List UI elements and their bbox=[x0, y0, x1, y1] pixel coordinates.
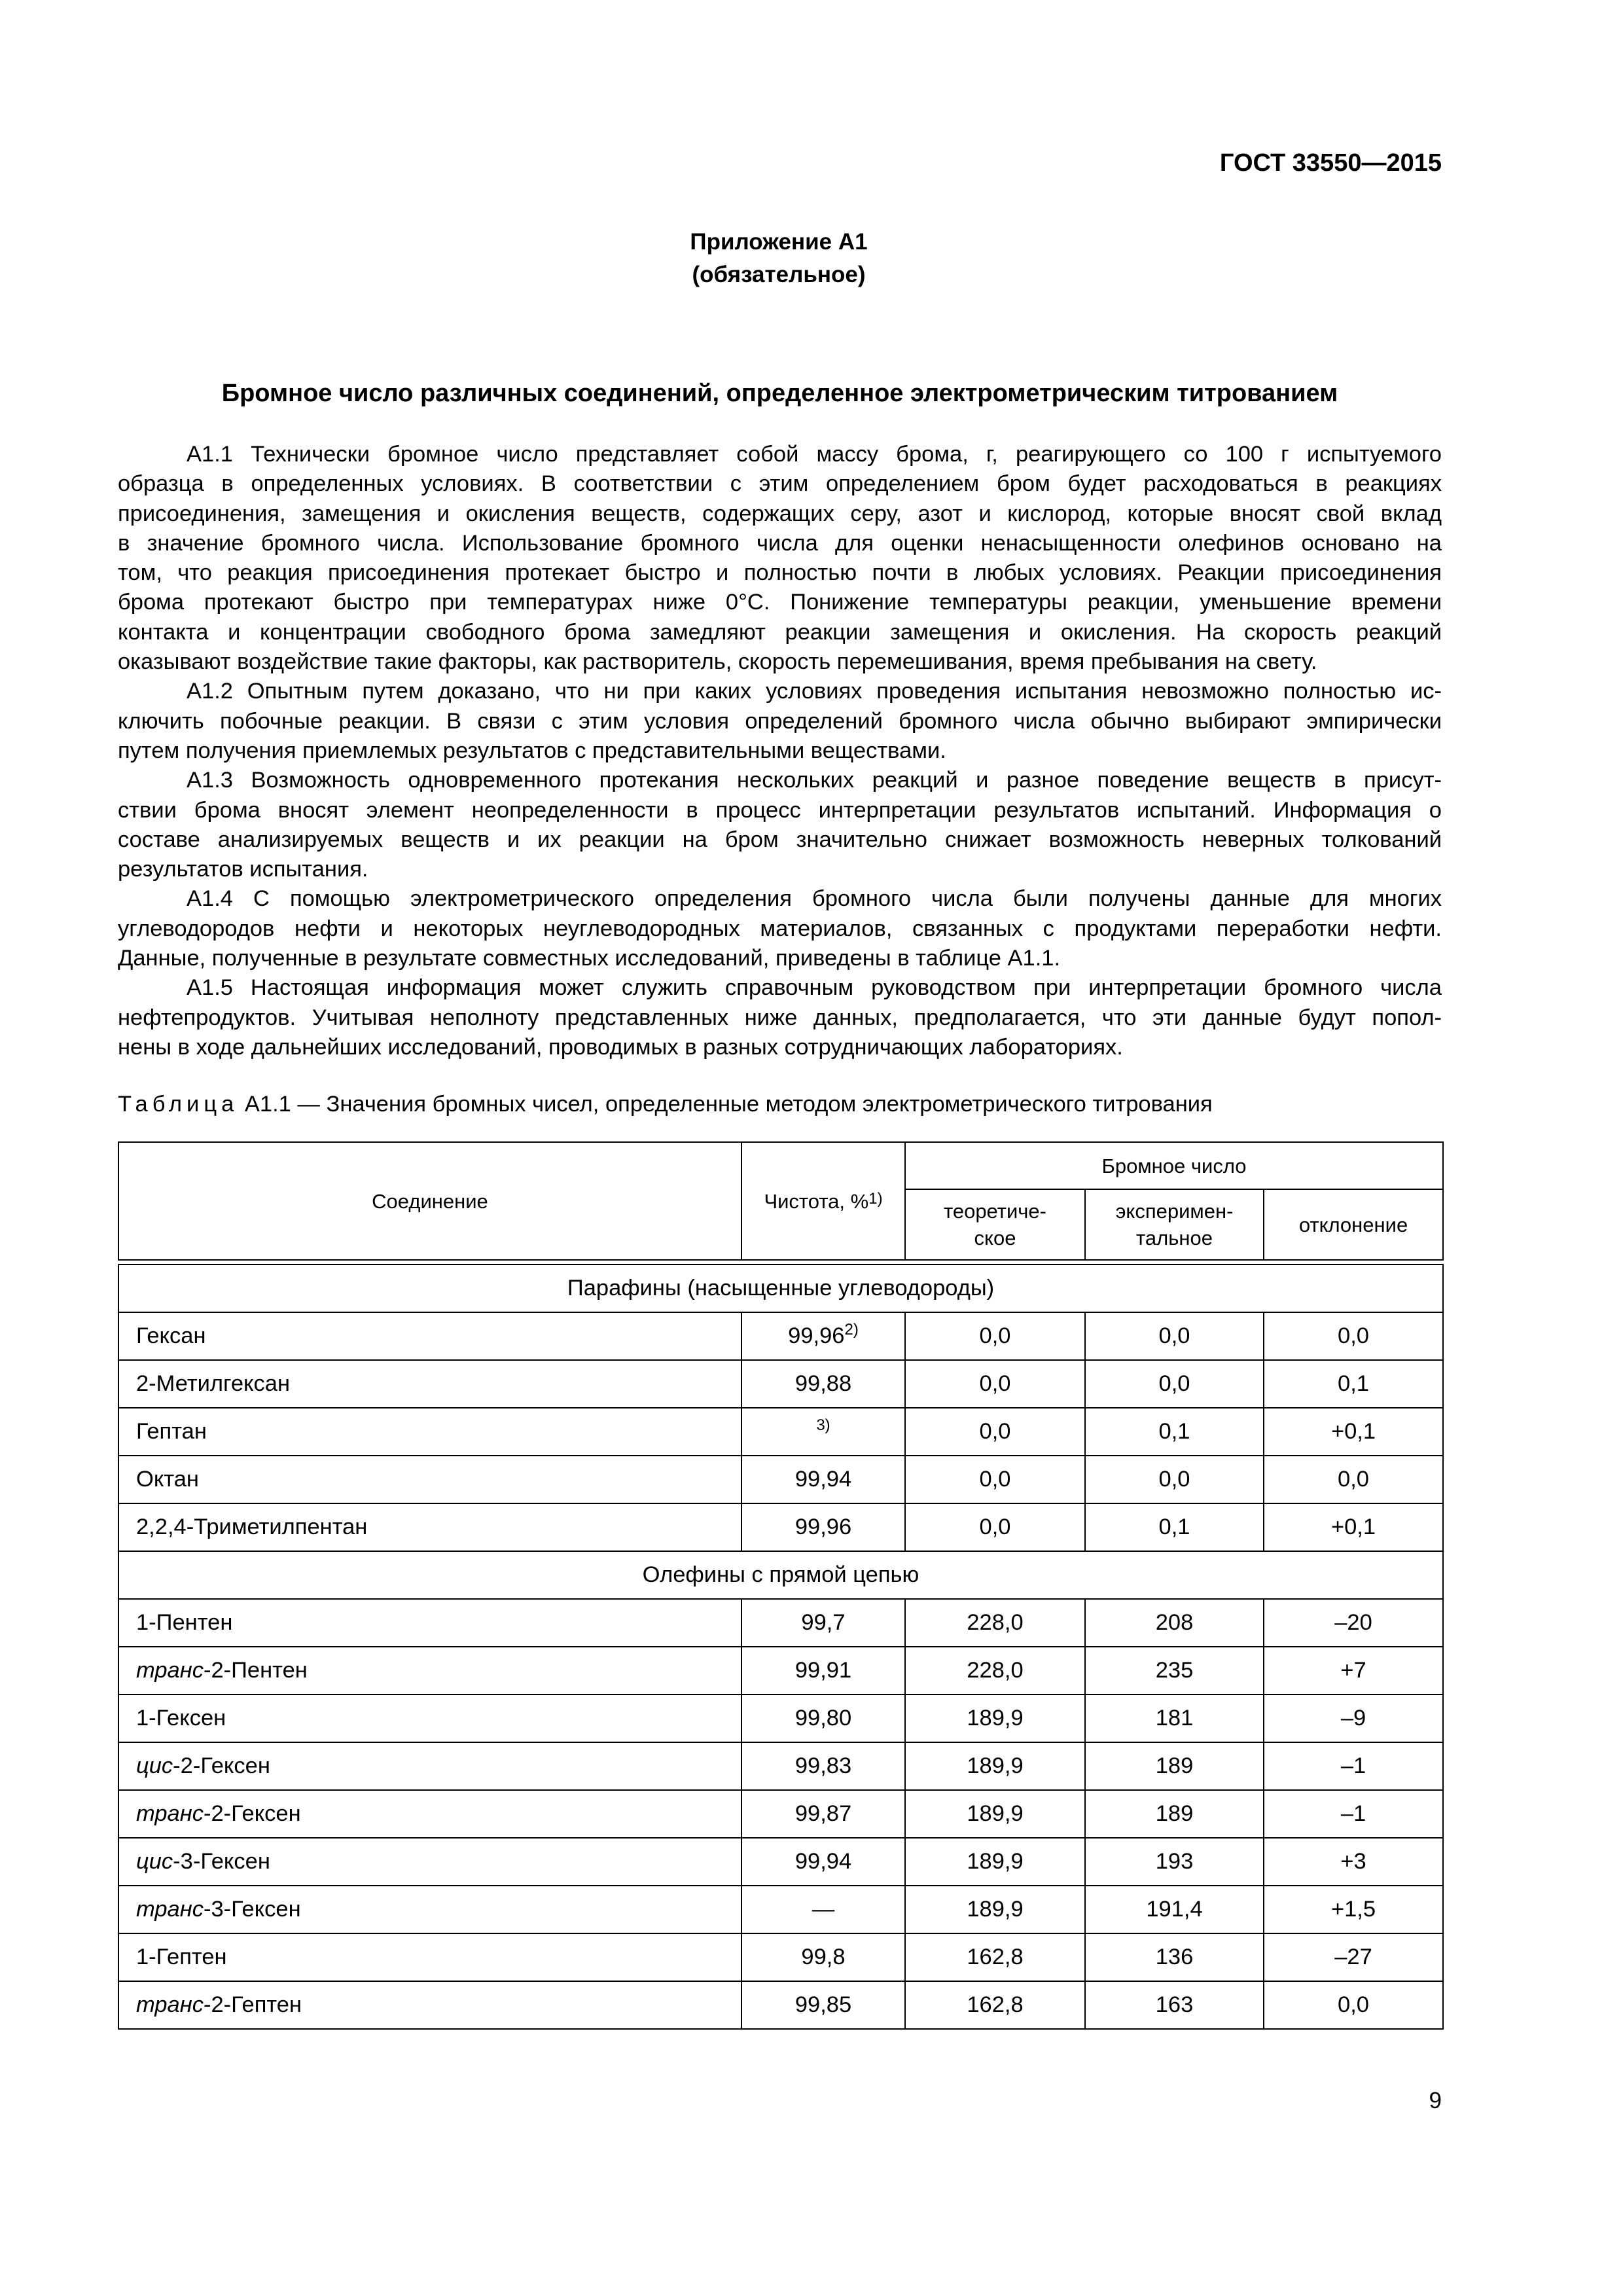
header-theoretical: теоретиче- ское bbox=[905, 1189, 1085, 1260]
paragraph-line: А1.5 Настоящая информация может служить справочным руководством при интерпретации бромного числа bbox=[187, 975, 1442, 1001]
paragraph-line: составе анализируемых веществ и их реакции на бром значительно снижает возможность неверных толкований bbox=[118, 827, 1442, 852]
bromine-number-table bbox=[118, 1141, 1444, 2030]
purity-cell bbox=[741, 1312, 905, 1360]
paragraph-line: А1.1 Технически бромное число представляет собой массу брома, г, реагирующего со 100 г испытуемого bbox=[187, 442, 1442, 467]
experimental-value: 189 bbox=[1085, 1790, 1264, 1838]
experimental-value: 0,1 bbox=[1085, 1503, 1264, 1551]
paragraph-line: Данные, полученные в результате совместных исследований, приведены в таблице А1.1. bbox=[118, 946, 1061, 971]
compound-label: Гексан bbox=[136, 1323, 206, 1348]
deviation-value: +7 bbox=[1264, 1647, 1443, 1695]
table-row bbox=[118, 1838, 1443, 1886]
compound-name bbox=[118, 1695, 741, 1742]
section-title: Бромное число различных соединений, определенное электрометрическим титрованием bbox=[221, 380, 1338, 407]
section-heading: Олефины с прямой цепью bbox=[118, 1551, 1443, 1599]
compound-name bbox=[118, 1647, 741, 1695]
theoretical-value: 189,9 bbox=[905, 1790, 1085, 1838]
compound-label: 1-Пентен bbox=[136, 1610, 233, 1635]
compound-name bbox=[118, 1933, 741, 1981]
deviation-value: +3 bbox=[1264, 1838, 1443, 1886]
compound-label: Октан bbox=[136, 1467, 199, 1492]
theoretical-value: 0,0 bbox=[905, 1360, 1085, 1408]
compound-name bbox=[118, 1503, 741, 1551]
table-row bbox=[118, 1312, 1443, 1360]
experimental-value: 191,4 bbox=[1085, 1886, 1264, 1933]
compound-label: -2-Гексен bbox=[203, 1801, 301, 1826]
paragraph-line: нефтепродуктов. Учитывая неполноту представленных ниже данных, предполагается, что эти данные будут попол- bbox=[118, 1005, 1442, 1030]
paragraph-line: том, что реакция присоединения протекает быстро и полностью почти в любых условиях. Реакции присоединения bbox=[118, 560, 1442, 586]
compound-name bbox=[118, 1838, 741, 1886]
table-caption-text: А1.1 — Значения бромных чисел, определенные методом электрометрического титрования bbox=[238, 1092, 1213, 1117]
purity-cell bbox=[741, 1360, 905, 1408]
experimental-value: 181 bbox=[1085, 1695, 1264, 1742]
compound-label: -2-Пентен bbox=[203, 1658, 308, 1683]
purity-value: 99,80 bbox=[794, 1706, 852, 1731]
theoretical-value: 162,8 bbox=[905, 1933, 1085, 1981]
paragraph bbox=[118, 884, 1442, 973]
compound-name bbox=[118, 1599, 741, 1647]
deviation-value: –27 bbox=[1264, 1933, 1443, 1981]
purity-cell bbox=[741, 1599, 905, 1647]
table-row bbox=[118, 1695, 1443, 1742]
paragraph-line: ключить побочные реакции. В связи с этим условия определений бромного числа обычно выбирают эмпирически bbox=[118, 708, 1442, 734]
header-purity: Чистота, %$^{1)}$ bbox=[741, 1142, 905, 1260]
purity-value: 99,94 bbox=[794, 1467, 852, 1492]
table-section-row bbox=[118, 1551, 1443, 1599]
annex-status: (обязательное) bbox=[692, 262, 866, 287]
purity-value: 99,85 bbox=[794, 1992, 852, 2017]
compound-label: 2-Метилгексан bbox=[136, 1371, 291, 1396]
theoretical-value: 189,9 bbox=[905, 1838, 1085, 1886]
page-number: 9 bbox=[1429, 2088, 1442, 2113]
purity-cell bbox=[741, 1695, 905, 1742]
paragraph-line: брома протекают быстро при температурах ниже 0°С. Понижение температуры реакции, уменьшение времени bbox=[118, 590, 1442, 615]
paragraph bbox=[118, 973, 1442, 1062]
purity-cell bbox=[741, 1886, 905, 1933]
theoretical-value: 228,0 bbox=[905, 1599, 1085, 1647]
paragraph-line: присоединения, замещения и окисления веществ, содержащих серу, азот и кислород, которые вносят свой вклад bbox=[118, 501, 1442, 526]
paragraph-line: путем получения приемлемых результатов с представительными веществами. bbox=[118, 738, 946, 763]
document-code: ГОСТ 33550—2015 bbox=[1219, 149, 1442, 177]
table-row bbox=[118, 1742, 1443, 1790]
purity-cell bbox=[741, 1456, 905, 1503]
table-row bbox=[118, 1886, 1443, 1933]
table-row bbox=[118, 1503, 1443, 1551]
purity-cell bbox=[741, 1790, 905, 1838]
table-row bbox=[118, 1599, 1443, 1647]
theoretical-value: 0,0 bbox=[905, 1456, 1085, 1503]
paragraph-line: углеводородов нефти и некоторых неуглеводородных материалов, связанных с продуктами переработки нефти. bbox=[118, 916, 1442, 941]
theoretical-value: 0,0 bbox=[905, 1312, 1085, 1360]
compound-label: 2,2,4-Триметилпентан bbox=[136, 1515, 368, 1539]
theoretical-value: 189,9 bbox=[905, 1742, 1085, 1790]
deviation-value: 0,0 bbox=[1264, 1456, 1443, 1503]
compound-label: -2-Гексен bbox=[173, 1753, 270, 1778]
table-row bbox=[118, 1933, 1443, 1981]
purity-cell bbox=[741, 1933, 905, 1981]
isomer-prefix: цис bbox=[136, 1849, 173, 1874]
compound-label: -3-Гексен bbox=[173, 1849, 270, 1874]
deviation-value: 0,1 bbox=[1264, 1360, 1443, 1408]
theoretical-value: 0,0 bbox=[905, 1408, 1085, 1456]
purity-cell bbox=[741, 1408, 905, 1456]
table-row bbox=[118, 1981, 1443, 2029]
purity-value: 99,91 bbox=[794, 1658, 852, 1683]
experimental-value: 0,0 bbox=[1085, 1312, 1264, 1360]
table-section-row bbox=[118, 1265, 1443, 1312]
experimental-value: 189 bbox=[1085, 1742, 1264, 1790]
table-caption bbox=[118, 1092, 1213, 1117]
section-heading: Парафины (насыщенные углеводороды) bbox=[118, 1265, 1443, 1312]
compound-label: -2-Гептен bbox=[203, 1992, 302, 2017]
purity-cell bbox=[741, 1742, 905, 1790]
experimental-value: 136 bbox=[1085, 1933, 1264, 1981]
purity-value: 99,88 bbox=[794, 1371, 852, 1396]
isomer-prefix: транс bbox=[136, 1992, 204, 2017]
table-body bbox=[118, 1265, 1443, 2029]
compound-name bbox=[118, 1886, 741, 1933]
experimental-value: 0,0 bbox=[1085, 1456, 1264, 1503]
annex-heading bbox=[0, 226, 1558, 291]
compound-label: 1-Гептен bbox=[136, 1945, 227, 1969]
deviation-value: –20 bbox=[1264, 1599, 1443, 1647]
experimental-value: 0,1 bbox=[1085, 1408, 1264, 1456]
purity-value: 99,7 bbox=[801, 1610, 846, 1635]
purity-value: 99,96 bbox=[788, 1323, 845, 1348]
purity-value: 99,83 bbox=[794, 1753, 852, 1778]
compound-name bbox=[118, 1360, 741, 1408]
table-row bbox=[118, 1790, 1443, 1838]
table-row bbox=[118, 1360, 1443, 1408]
footnote-ref: 2) bbox=[844, 1321, 859, 1338]
isomer-prefix: цис bbox=[136, 1753, 173, 1778]
paragraph-line: образца в определенных условиях. В соответствии с этим определением бром будет расходоваться в реакциях bbox=[118, 471, 1442, 497]
paragraph-line: контакта и концентрации свободного брома замедляют реакции замещения и окисления. На скорость реакций bbox=[118, 619, 1442, 645]
purity-value: 99,8 bbox=[801, 1945, 846, 1969]
purity-value: 99,87 bbox=[794, 1801, 852, 1826]
deviation-value: –1 bbox=[1264, 1790, 1443, 1838]
deviation-value: 0,0 bbox=[1264, 1312, 1443, 1360]
paragraph-line: нены в ходе дальнейших исследований, проводимых в разных сотрудничающих лабораториях. bbox=[118, 1034, 1123, 1060]
header-bromine-number: Бромное число bbox=[905, 1142, 1443, 1189]
paragraph-line: А1.3 Возможность одновременного протекания нескольких реакций и разное поведение веществ в присут- bbox=[187, 768, 1442, 793]
paragraph-line: результатов испытания. bbox=[118, 857, 368, 882]
table-caption-label: Таблица bbox=[118, 1092, 239, 1117]
compound-name bbox=[118, 1742, 741, 1790]
theoretical-value: 0,0 bbox=[905, 1503, 1085, 1551]
isomer-prefix: транс bbox=[136, 1658, 204, 1683]
experimental-value: 163 bbox=[1085, 1981, 1264, 2029]
footnote-ref: 1) bbox=[868, 1189, 883, 1208]
isomer-prefix: транс bbox=[136, 1897, 204, 1922]
deviation-value: +1,5 bbox=[1264, 1886, 1443, 1933]
purity-value: 99,96 bbox=[794, 1515, 852, 1539]
table-row bbox=[118, 1456, 1443, 1503]
purity-cell bbox=[741, 1981, 905, 2029]
paragraph-line: оказывают воздействие такие факторы, как растворитель, скорость перемешивания, время пребывания на свету. bbox=[118, 649, 1317, 675]
experimental-value: 0,0 bbox=[1085, 1360, 1264, 1408]
theoretical-value: 162,8 bbox=[905, 1981, 1085, 2029]
deviation-value: –9 bbox=[1264, 1695, 1443, 1742]
theoretical-value: 189,9 bbox=[905, 1695, 1085, 1742]
paragraph-line: А1.4 С помощью электрометрического определения бромного числа были получены данные для многих bbox=[187, 886, 1442, 912]
theoretical-value: 189,9 bbox=[905, 1886, 1085, 1933]
experimental-value: 235 bbox=[1085, 1647, 1264, 1695]
purity-cell bbox=[741, 1838, 905, 1886]
purity-cell bbox=[741, 1647, 905, 1695]
compound-name bbox=[118, 1790, 741, 1838]
purity-value: — bbox=[812, 1897, 835, 1922]
paragraph bbox=[118, 440, 1442, 677]
deviation-value: +0,1 bbox=[1264, 1503, 1443, 1551]
body-text bbox=[118, 440, 1442, 1062]
compound-name bbox=[118, 1981, 741, 2029]
footnote-ref: 3) bbox=[816, 1416, 830, 1434]
table-row bbox=[118, 1647, 1443, 1695]
deviation-value: +0,1 bbox=[1264, 1408, 1443, 1456]
compound-label: -3-Гексен bbox=[203, 1897, 301, 1922]
purity-value: 99,94 bbox=[794, 1849, 852, 1874]
paragraph bbox=[118, 677, 1442, 766]
deviation-value: –1 bbox=[1264, 1742, 1443, 1790]
compound-name bbox=[118, 1312, 741, 1360]
header-compound: Соединение bbox=[118, 1142, 741, 1260]
compound-name bbox=[118, 1456, 741, 1503]
paragraph-line: А1.2 Опытным путем доказано, что ни при каких условиях проведения испытания невозможно полностью ис- bbox=[187, 679, 1442, 704]
compound-label: 1-Гексен bbox=[136, 1706, 226, 1731]
annex-title: Приложение А1 bbox=[690, 229, 868, 255]
compound-name bbox=[118, 1408, 741, 1456]
experimental-value: 193 bbox=[1085, 1838, 1264, 1886]
theoretical-value: 228,0 bbox=[905, 1647, 1085, 1695]
paragraph-line: в значение бромного числа. Использование бромного числа для оценки ненасыщенности олефинов основано на bbox=[118, 530, 1442, 556]
compound-label: Гептан bbox=[136, 1419, 207, 1444]
header-experimental: эксперимен- тальное bbox=[1085, 1189, 1264, 1260]
purity-cell bbox=[741, 1503, 905, 1551]
table-row bbox=[118, 1408, 1443, 1456]
deviation-value: 0,0 bbox=[1264, 1981, 1443, 2029]
paragraph-line: ствии брома вносят элемент неопределенности в процесс интерпретации результатов испытаний. Информация о bbox=[118, 797, 1442, 823]
experimental-value: 208 bbox=[1085, 1599, 1264, 1647]
paragraph bbox=[118, 766, 1442, 884]
isomer-prefix: транс bbox=[136, 1801, 204, 1826]
header-deviation: отклонение bbox=[1264, 1189, 1443, 1260]
header-divider bbox=[118, 1260, 1443, 1265]
